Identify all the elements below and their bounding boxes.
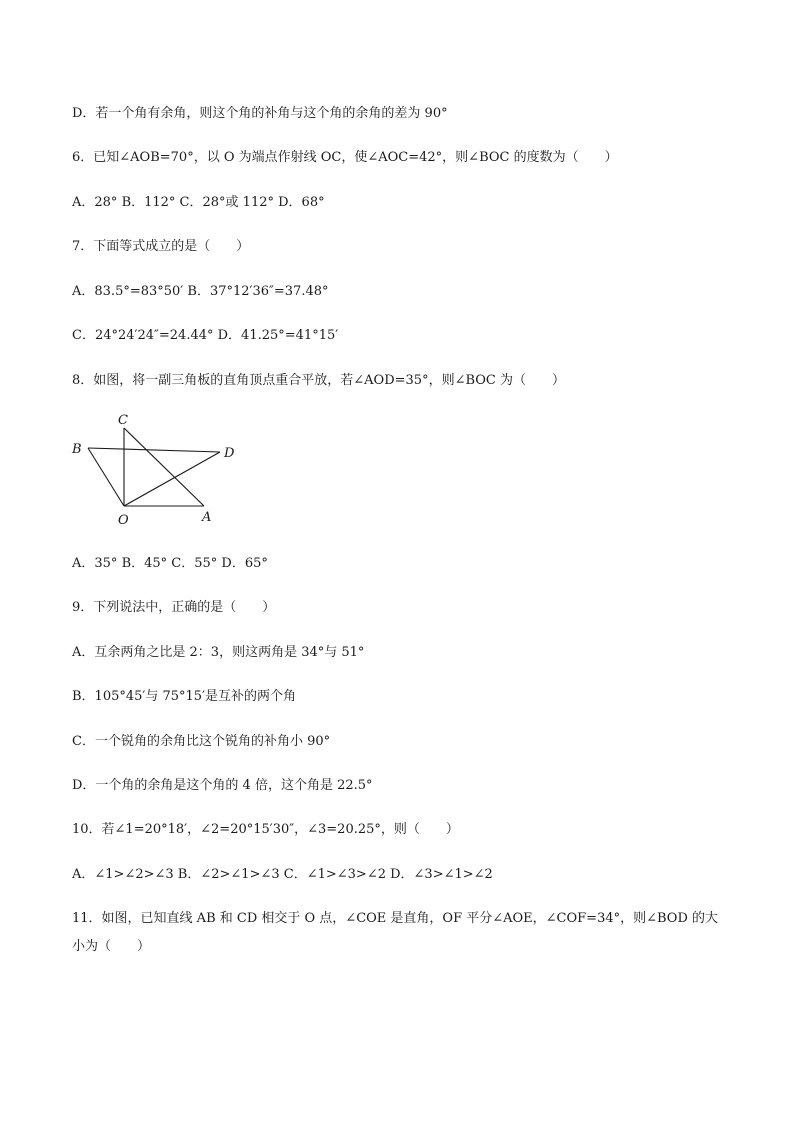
- label-b: B: [72, 442, 82, 457]
- question-7-options-ab: A．83.5°=83°50′ B．37°12′36″=37.48°: [72, 284, 329, 299]
- label-d: D: [224, 446, 235, 461]
- label-o: O: [118, 513, 129, 528]
- question-8: 8．如图，将一副三角板的直角顶点重合平放，若∠AOD=35°，则∠BOC 为（ ）: [72, 373, 565, 388]
- label-a: A: [202, 510, 212, 525]
- question-9: 9．下列说法中，正确的是（ ）: [72, 600, 276, 615]
- q5-option-d: D．若一个角有余角，则这个角的补角与这个角的余角的差为 90°: [72, 106, 448, 121]
- segment-od: [124, 452, 220, 506]
- question-9-option-a: A．互余两角之比是 2：3，则这两角是 34°与 51°: [72, 645, 365, 660]
- question-9-option-d: D．一个角的余角是这个角的 4 倍，这个角是 22.5°: [72, 778, 373, 793]
- question-6: 6．已知∠AOB=70°，以 O 为端点作射线 OC，使∠AOC=42°，则∠BOC 的度数为（ ）: [72, 150, 618, 165]
- question-6-options: A．28° B．112° C．28°或 112° D．68°: [72, 195, 325, 210]
- question-7-options-cd: C．24°24′24″=24.44° D．41.25°=41°15′: [72, 328, 339, 343]
- segment-ob: [88, 448, 124, 506]
- triangle-set-square-figure: [66, 404, 246, 532]
- segment-ca: [124, 428, 204, 506]
- question-9-option-b: B．105°45′与 75°15′是互补的两个角: [72, 689, 297, 704]
- question-7: 7．下面等式成立的是（ ）: [72, 239, 250, 254]
- question-11: 11．如图，已知直线 AB 和 CD 相交于 O 点，∠COE 是直角，OF 平分∠AOE，∠COF=34°，则∠BOD 的大小为（ ）: [72, 911, 719, 954]
- question-9-option-c: C．一个锐角的余角比这个锐角的补角小 90°: [72, 734, 331, 749]
- question-10: 10．若∠1=20°18′，∠2=20°15′30″，∠3=20.25°，则（ ）: [72, 822, 459, 837]
- question-8-options: A．35° B．45° C．55° D．65°: [72, 556, 268, 571]
- segment-bd: [88, 448, 220, 452]
- label-c: C: [118, 413, 128, 428]
- figure-svg: [66, 404, 246, 532]
- question-10-options: A．∠1>∠2>∠3 B．∠2>∠1>∠3 C．∠1>∠3>∠2 D．∠3>∠1>∠2: [72, 867, 493, 882]
